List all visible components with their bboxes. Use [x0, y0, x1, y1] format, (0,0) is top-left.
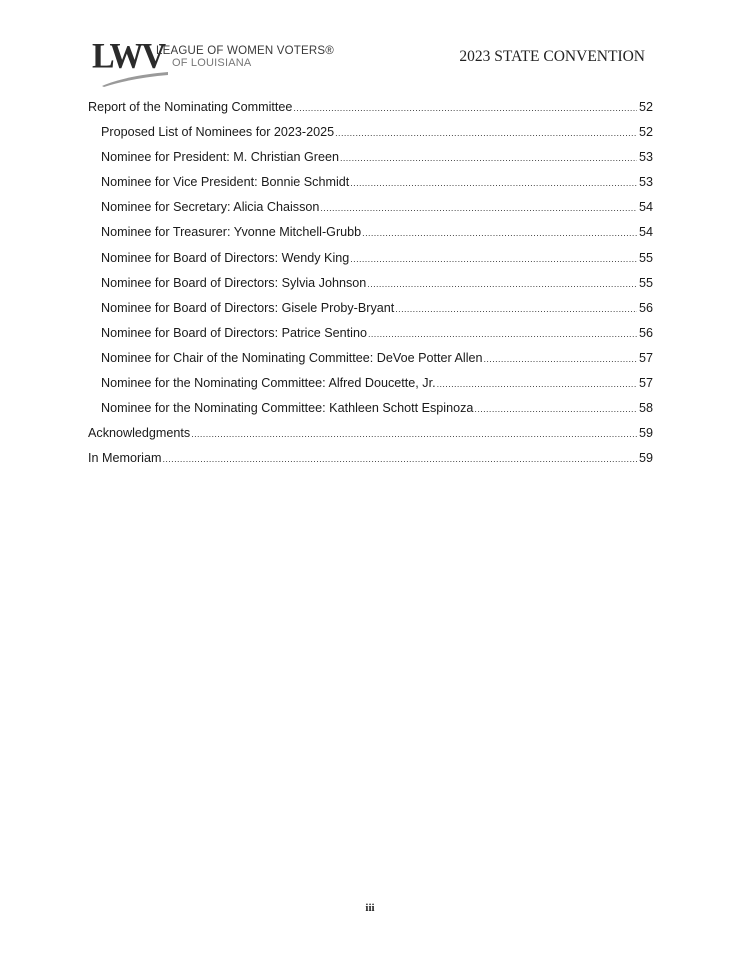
toc-dot-leader	[162, 454, 637, 464]
toc-entry-page: 53	[638, 175, 653, 190]
toc-entry-page: 54	[638, 225, 653, 240]
logo-org-state: OF LOUISIANA	[172, 57, 252, 69]
toc-entry[interactable]	[88, 125, 653, 150]
toc-entry[interactable]	[88, 150, 653, 175]
toc-entry-page: 56	[638, 300, 653, 315]
toc-dot-leader	[191, 429, 637, 439]
toc-entry[interactable]	[88, 351, 653, 376]
logo-org-name: LEAGUE OF WOMEN VOTERS®	[156, 45, 334, 57]
toc-entry[interactable]	[88, 225, 653, 250]
toc-dot-leader	[362, 228, 637, 238]
toc-entry-title: Acknowledgments	[88, 426, 191, 441]
toc-entry[interactable]	[88, 326, 653, 351]
toc-entry-title: Nominee for Secretary: Alicia Chaisson	[101, 200, 320, 215]
toc-dot-leader	[367, 279, 637, 289]
toc-entry-title: Nominee for Board of Directors: Patrice Sentino	[101, 325, 367, 340]
toc-dot-leader	[350, 254, 637, 264]
toc-entry-page: 55	[638, 275, 653, 290]
toc-entry-title: Nominee for Board of Directors: Sylvia Johnson	[101, 275, 367, 290]
toc-entry-title: Report of the Nominating Committee	[88, 100, 293, 114]
toc-entry-page: 55	[638, 250, 653, 265]
logo-mark: LWV	[92, 37, 165, 76]
toc-entry-page: 52	[638, 125, 653, 140]
toc-entry-page: 59	[638, 451, 653, 466]
toc-entry-page: 56	[638, 325, 653, 340]
toc-entry-page: 52	[638, 100, 653, 114]
toc-entry[interactable]	[88, 100, 653, 125]
toc-dot-leader	[293, 103, 637, 113]
toc-entry-page: 59	[638, 426, 653, 441]
toc-entry[interactable]	[88, 426, 653, 451]
toc-dot-leader	[335, 128, 637, 138]
toc-dot-leader	[484, 354, 637, 364]
toc-entry-title: Proposed List of Nominees for 2023-2025	[101, 125, 335, 140]
page-number: iii	[365, 902, 375, 914]
toc-dot-leader	[320, 203, 637, 213]
toc-dot-leader	[474, 404, 637, 414]
toc-entry-title: Nominee for Treasurer: Yvonne Mitchell-Grubb	[101, 225, 362, 240]
toc-entry[interactable]	[88, 200, 653, 225]
page-header	[0, 0, 740, 95]
toc-dot-leader	[395, 304, 637, 314]
toc-entry[interactable]	[88, 276, 653, 301]
toc-entry-title: In Memoriam	[88, 451, 162, 466]
toc-entry[interactable]	[88, 251, 653, 276]
toc-entry-title: Nominee for Vice President: Bonnie Schmidt	[101, 175, 350, 190]
toc-entry[interactable]	[88, 175, 653, 200]
table-of-contents	[88, 100, 653, 476]
convention-title: 2023 STATE CONVENTION	[459, 48, 645, 65]
toc-dot-leader	[340, 153, 637, 163]
toc-entry-page: 54	[638, 200, 653, 215]
toc-dot-leader	[437, 379, 637, 389]
toc-entry-title: Nominee for Board of Directors: Gisele Proby-Bryant	[101, 300, 395, 315]
toc-entry-title: Nominee for Board of Directors: Wendy King	[101, 250, 350, 265]
toc-entry-page: 57	[638, 376, 653, 391]
toc-entry[interactable]	[88, 401, 653, 426]
toc-entry-title: Nominee for the Nominating Committee: Kathleen Schott Espinoza	[101, 401, 474, 416]
toc-entry-page: 53	[638, 150, 653, 165]
toc-entry-title: Nominee for the Nominating Committee: Alfred Doucette, Jr.	[101, 376, 436, 391]
toc-entry-title: Nominee for President: M. Christian Green	[101, 150, 339, 165]
lwv-louisiana-logo	[92, 37, 334, 88]
toc-dot-leader	[350, 178, 637, 188]
toc-entry-page: 57	[638, 350, 653, 365]
toc-entry[interactable]	[88, 301, 653, 326]
toc-entry-page: 58	[638, 401, 653, 416]
toc-entry[interactable]	[88, 376, 653, 401]
logo-swoosh-icon	[100, 70, 170, 88]
toc-entry-title: Nominee for Chair of the Nominating Committee: DeVoe Potter Allen	[101, 350, 483, 365]
toc-dot-leader	[368, 329, 637, 339]
toc-entry[interactable]	[88, 451, 653, 476]
